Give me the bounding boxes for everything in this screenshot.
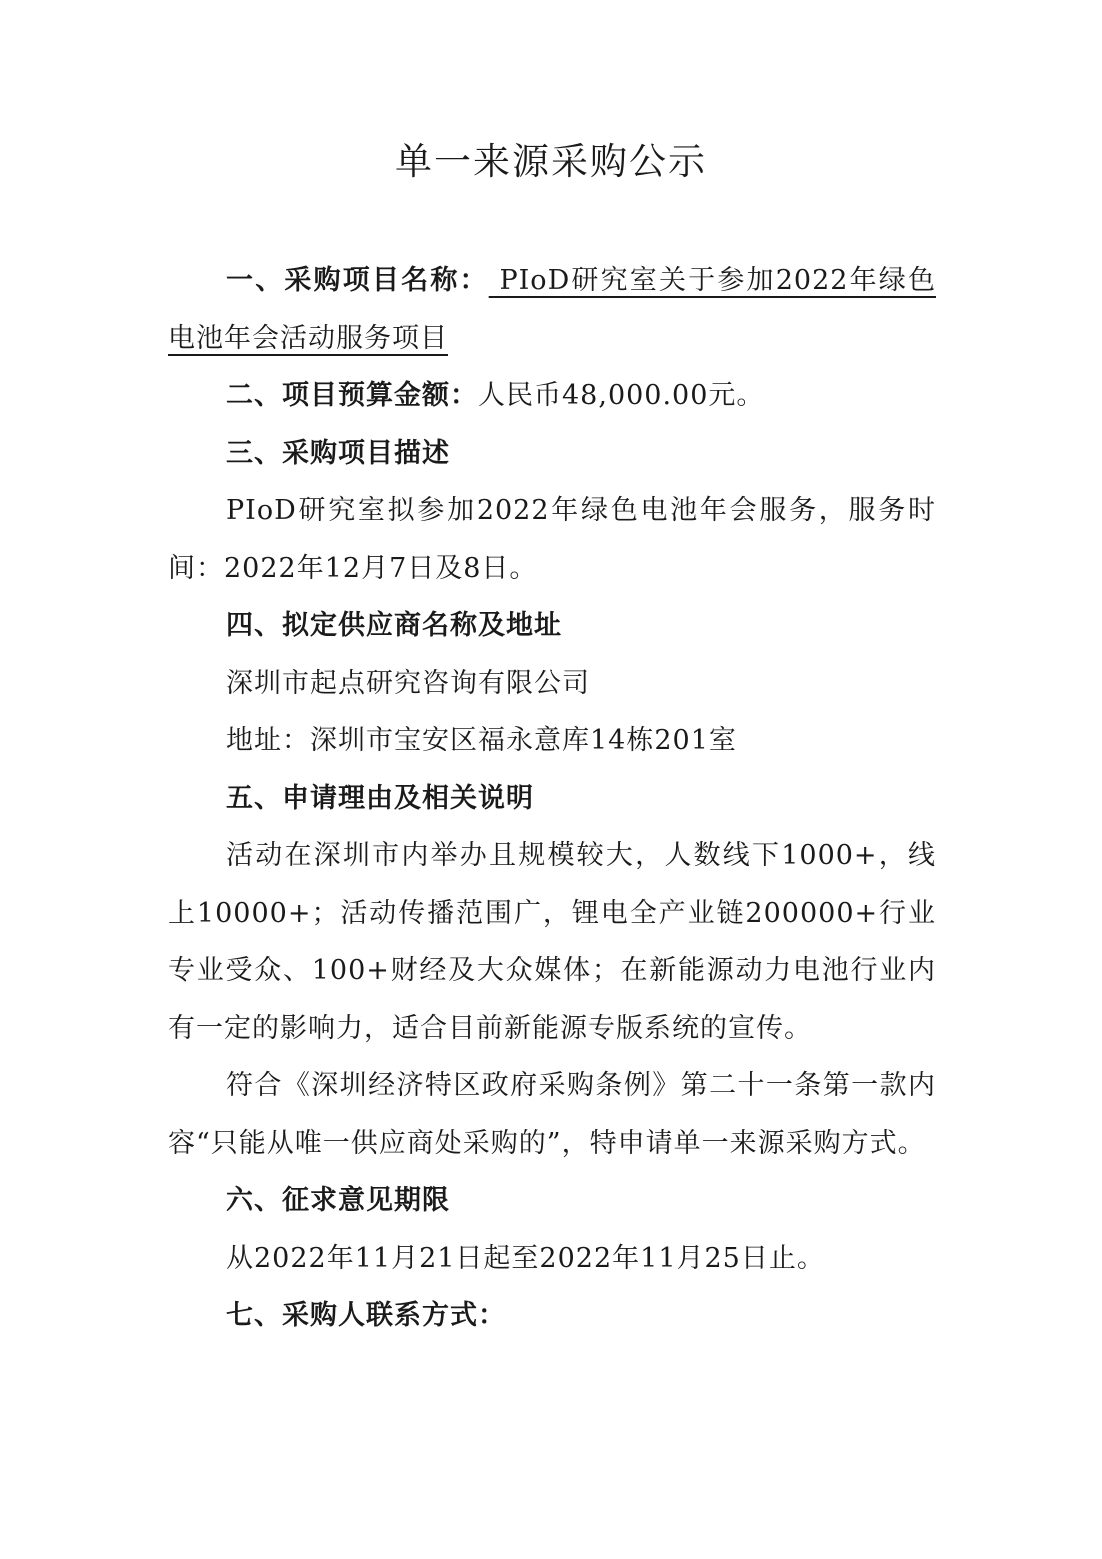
reason-paragraph-2: 符合《深圳经济特区政府采购条例》第二十一条第一款内容“只能从唯一供应商处采购的”，特申请单一来源采购方式。: [168, 1070, 936, 1159]
section-heading-project-name: 一、采购项目名称：: [226, 265, 489, 296]
comment-period-text: 从2022年11月21日起至2022年11月25日止。: [226, 1242, 825, 1274]
section-heading-comment-period: 六、征求意见期限: [226, 1185, 450, 1216]
section-budget: [168, 367, 936, 425]
budget-value: 人民币48,000.00元。: [478, 380, 765, 411]
section-heading-contact: 七、采购人联系方式：: [226, 1300, 506, 1331]
section-heading-reason: 五、申请理由及相关说明: [226, 782, 534, 814]
supplier-address: 地址：深圳市宝安区福永意库14栋201室: [226, 725, 737, 756]
project-name-value: PIoD研究室关于参加2022年绿色电池年会活动服务项目: [168, 265, 937, 354]
description-text: PIoD研究室拟参加2022年绿色电池年会服务，服务时间：2022年12月7日及8日。: [168, 495, 936, 584]
supplier-name: 深圳市起点研究咨询有限公司: [226, 667, 590, 699]
document-title: 单一来源采购公示: [395, 140, 707, 183]
section-heading-description: 三、采购项目描述: [226, 437, 450, 469]
document-body: [168, 252, 936, 1345]
section-heading-budget: 二、项目预算金额：: [226, 380, 478, 411]
section-heading-supplier: 四、拟定供应商名称及地址: [226, 610, 562, 641]
reason-paragraph-1: 活动在深圳市内举办且规模较大，人数线下1000+，线上10000+；活动传播范围广，锂电全产业链200000+行业专业受众、100+财经及大众媒体；在新能源动力电池行业内有一定的影响力，适合目前新能源专版系统的宣传。: [168, 840, 936, 1044]
section-project-name: [168, 252, 936, 367]
